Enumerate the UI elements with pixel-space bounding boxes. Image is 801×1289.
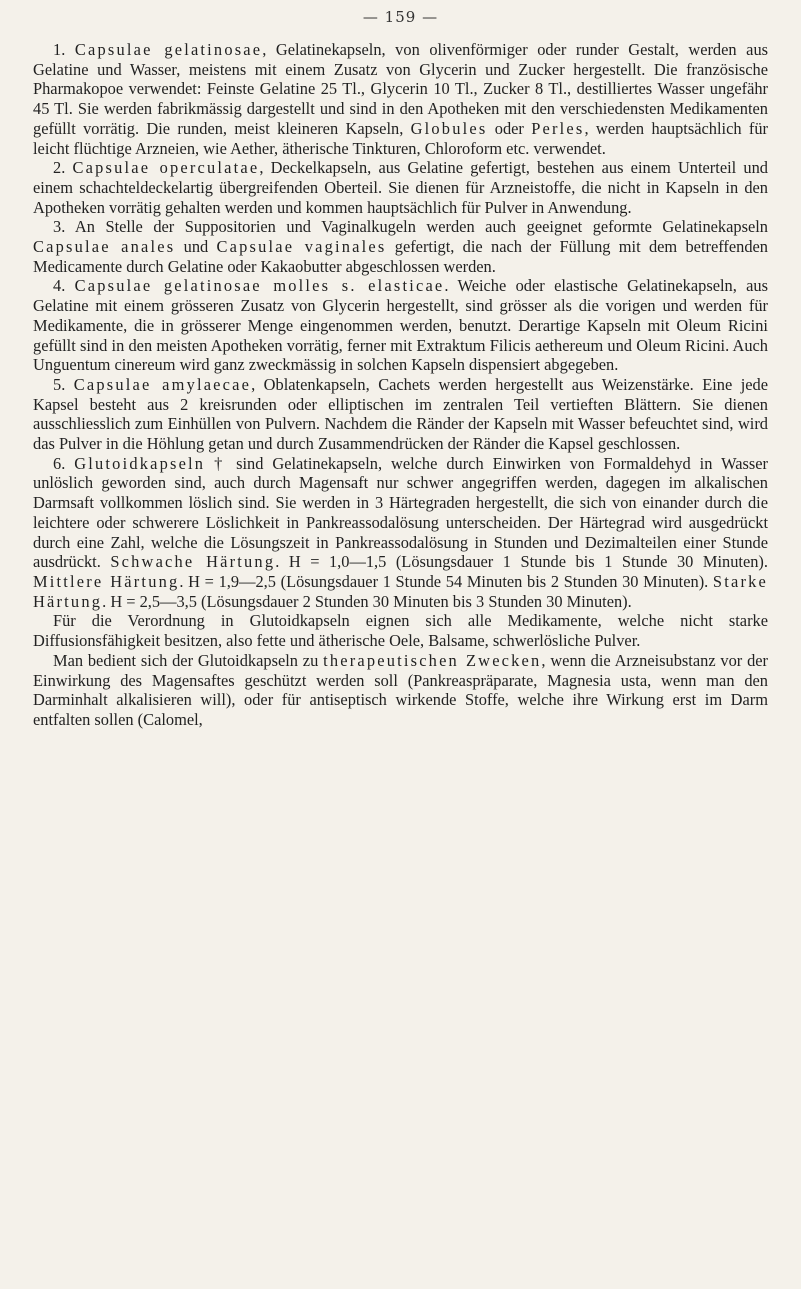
spaced-term: therapeutischen Zwecken bbox=[323, 650, 542, 670]
text-run: 3. An Stelle der Suppositorien und Vaginalkugeln werden auch geeignet geformte Gelatinekapseln bbox=[53, 217, 768, 237]
body-text bbox=[33, 40, 768, 730]
text-run: oder bbox=[487, 118, 532, 138]
paragraph bbox=[33, 158, 768, 217]
spaced-term: Mittlere Härtung bbox=[33, 571, 180, 591]
text-run: , Deckelkapseln, aus Gelatine gefertigt, bestehen aus einem Unterteil und einem schachteldeckelartig übergreifenden Oberteil. Sie dienen für Arzneistoffe, die nicht in Kapseln in den Apotheken vorrätig gehalten werden und kommen hauptsächlich für Pulver in Anwendung. bbox=[33, 158, 768, 217]
paragraph bbox=[33, 651, 768, 730]
text-run: und bbox=[175, 237, 217, 257]
text-run: , Gelatinekapseln, von olivenförmiger oder runder Gestalt, werden aus Gelatine und Wasser, meistens mit einem Zusatz von Glycerin und Zucker hergestellt. Die französische Pharmakopoe verwendet: Feinste Gelatine 25 Tl., Glycerin 10 Tl., Zucker 8 Tl., destilliertes Wasser ungefähr 45 Tl. Sie werden fabrikmässig dargestellt und sind in den Apotheken mit den verschiedensten Medikamenten gefüllt vorrätig. Die runden, meist kleineren Kapseln, bbox=[33, 40, 769, 138]
spaced-term: Capsulae amylaecae bbox=[73, 374, 252, 394]
spaced-term: Glutoidkapseln bbox=[74, 453, 206, 473]
text-run: gefertigt, die nach der Füllung mit dem betreffenden Medicamente durch Gelatine oder Kakaobutter abgeschlossen werden. bbox=[33, 237, 768, 276]
text-run: , wenn die Arzneisubstanz vor der Einwirkung des Magensaftes geschützt werden soll (Pankreaspräparate, Magnesia usta, wenn man den Darminhalt alkalisieren will), oder für antiseptisch wirkende Stoffe, welche ihre Wirkung erst im Darm entfalten sollen (Calomel, bbox=[33, 650, 768, 729]
spaced-term: Capsulae gelatinosae bbox=[74, 40, 263, 59]
spaced-term: Schwache Härtung bbox=[110, 552, 276, 572]
spaced-term: Perles bbox=[531, 118, 585, 138]
text-run: 6. bbox=[53, 453, 75, 473]
text-run: 1. bbox=[53, 40, 75, 59]
spaced-term: Capsulae vaginales bbox=[216, 237, 387, 257]
page-number: — 159 — bbox=[362, 8, 439, 26]
text-run: . H = 1,9—2,5 (Lösungsdauer 1 Stunde 54 Minuten bis 2 Stunden 30 Minuten). bbox=[179, 571, 713, 591]
text-run: . H = 2,5—3,5 (Lösungsdauer 2 Stunden 30 Minuten bis 3 Stunden 30 Minuten). bbox=[102, 591, 632, 611]
text-run: . H = 1,0—1,5 (Lösungsdauer 1 Stunde bis 1 Stunde 30 Minuten). bbox=[275, 552, 768, 572]
text-run: 5. bbox=[53, 374, 74, 394]
paragraph bbox=[33, 40, 768, 158]
paragraph bbox=[33, 276, 768, 375]
spaced-term: Globules bbox=[410, 118, 488, 138]
spaced-term: Capsulae anales bbox=[33, 237, 176, 257]
text-run: 2. bbox=[53, 158, 73, 178]
text-run: , werden hauptsächlich für leicht flüchtige Arzneien, wie Aether, ätherische Tinkturen, Chloroform etc. verwendet. bbox=[33, 118, 769, 158]
text-run: . Weiche oder elastische Gelatinekapseln, aus Gelatine mit einem grösseren Zusatz von Glycerin hergestellt, sind grösser als die vorigen und werden für Medikamente, die in grösserer Menge eingenommen werden, benutzt. Derartige Kapseln mit Oleum Ricini gefüllt sind in den meisten Apotheken vorrätig, ferner mit Extraktum Filicis aethereum und Oleum Ricini. Auch Unguentum cinereum wird ganz zweckmässig in solchen Kapseln dispensiert abgegeben. bbox=[33, 276, 769, 375]
paragraph bbox=[33, 454, 768, 612]
text-run: , Oblatenkapseln, Cachets werden hergestellt aus Weizenstärke. Eine jede Kapsel besteht aus 2 kreisrunden oder elliptischen im zentralen Teil vertieften Blättern. Sie dienen ausschliesslich zum Einhüllen von Pulvern. Nachdem die Ränder der Kapseln mit Wasser befeuchtet sind, wird das Pulver in die Höhlung getan und durch Zusammendrücken der Ränder die Kapsel geschlossen. bbox=[33, 374, 769, 454]
text-run: Für die Verordnung in Glutoidkapseln eignen sich alle Medikamente, welche nicht starke Diffusionsfähigkeit besitzen, also fette und ätherische Oele, Balsame, schwerlösliche Pulver. bbox=[33, 611, 768, 651]
spaced-term: Starke Härtung bbox=[33, 571, 768, 611]
spaced-term: Capsulae operculatae bbox=[72, 158, 260, 178]
paragraph bbox=[33, 611, 768, 650]
text-run: Man bedient sich der Glutoidkapseln zu bbox=[53, 650, 324, 670]
spaced-term: Capsulae gelatinosae molles s. elasticae bbox=[74, 276, 445, 296]
paragraph bbox=[33, 217, 768, 276]
text-run: 4. bbox=[53, 276, 75, 296]
text-run: † sind Gelatinekapseln, welche durch Einwirken von Formaldehyd in Wasser unlöslich geworden sind, auch durch Magensaft nur schwer angegriffen werden, dagegen im alkalischen Darmsaft vollkommen löslich sind. Sie werden in 3 Härtegraden hergestellt, die sich von einander durch die leichtere oder schwerere Löslichkeit in Pankreassodalösung unterscheiden. Der Härtegrad wird ausgedrückt durch eine Zahl, welche die Lösungszeit in Pankreassodalösung in Stunden und Dezimalteilen einer Stunde ausdrückt. bbox=[33, 453, 768, 572]
paragraph bbox=[33, 375, 768, 454]
